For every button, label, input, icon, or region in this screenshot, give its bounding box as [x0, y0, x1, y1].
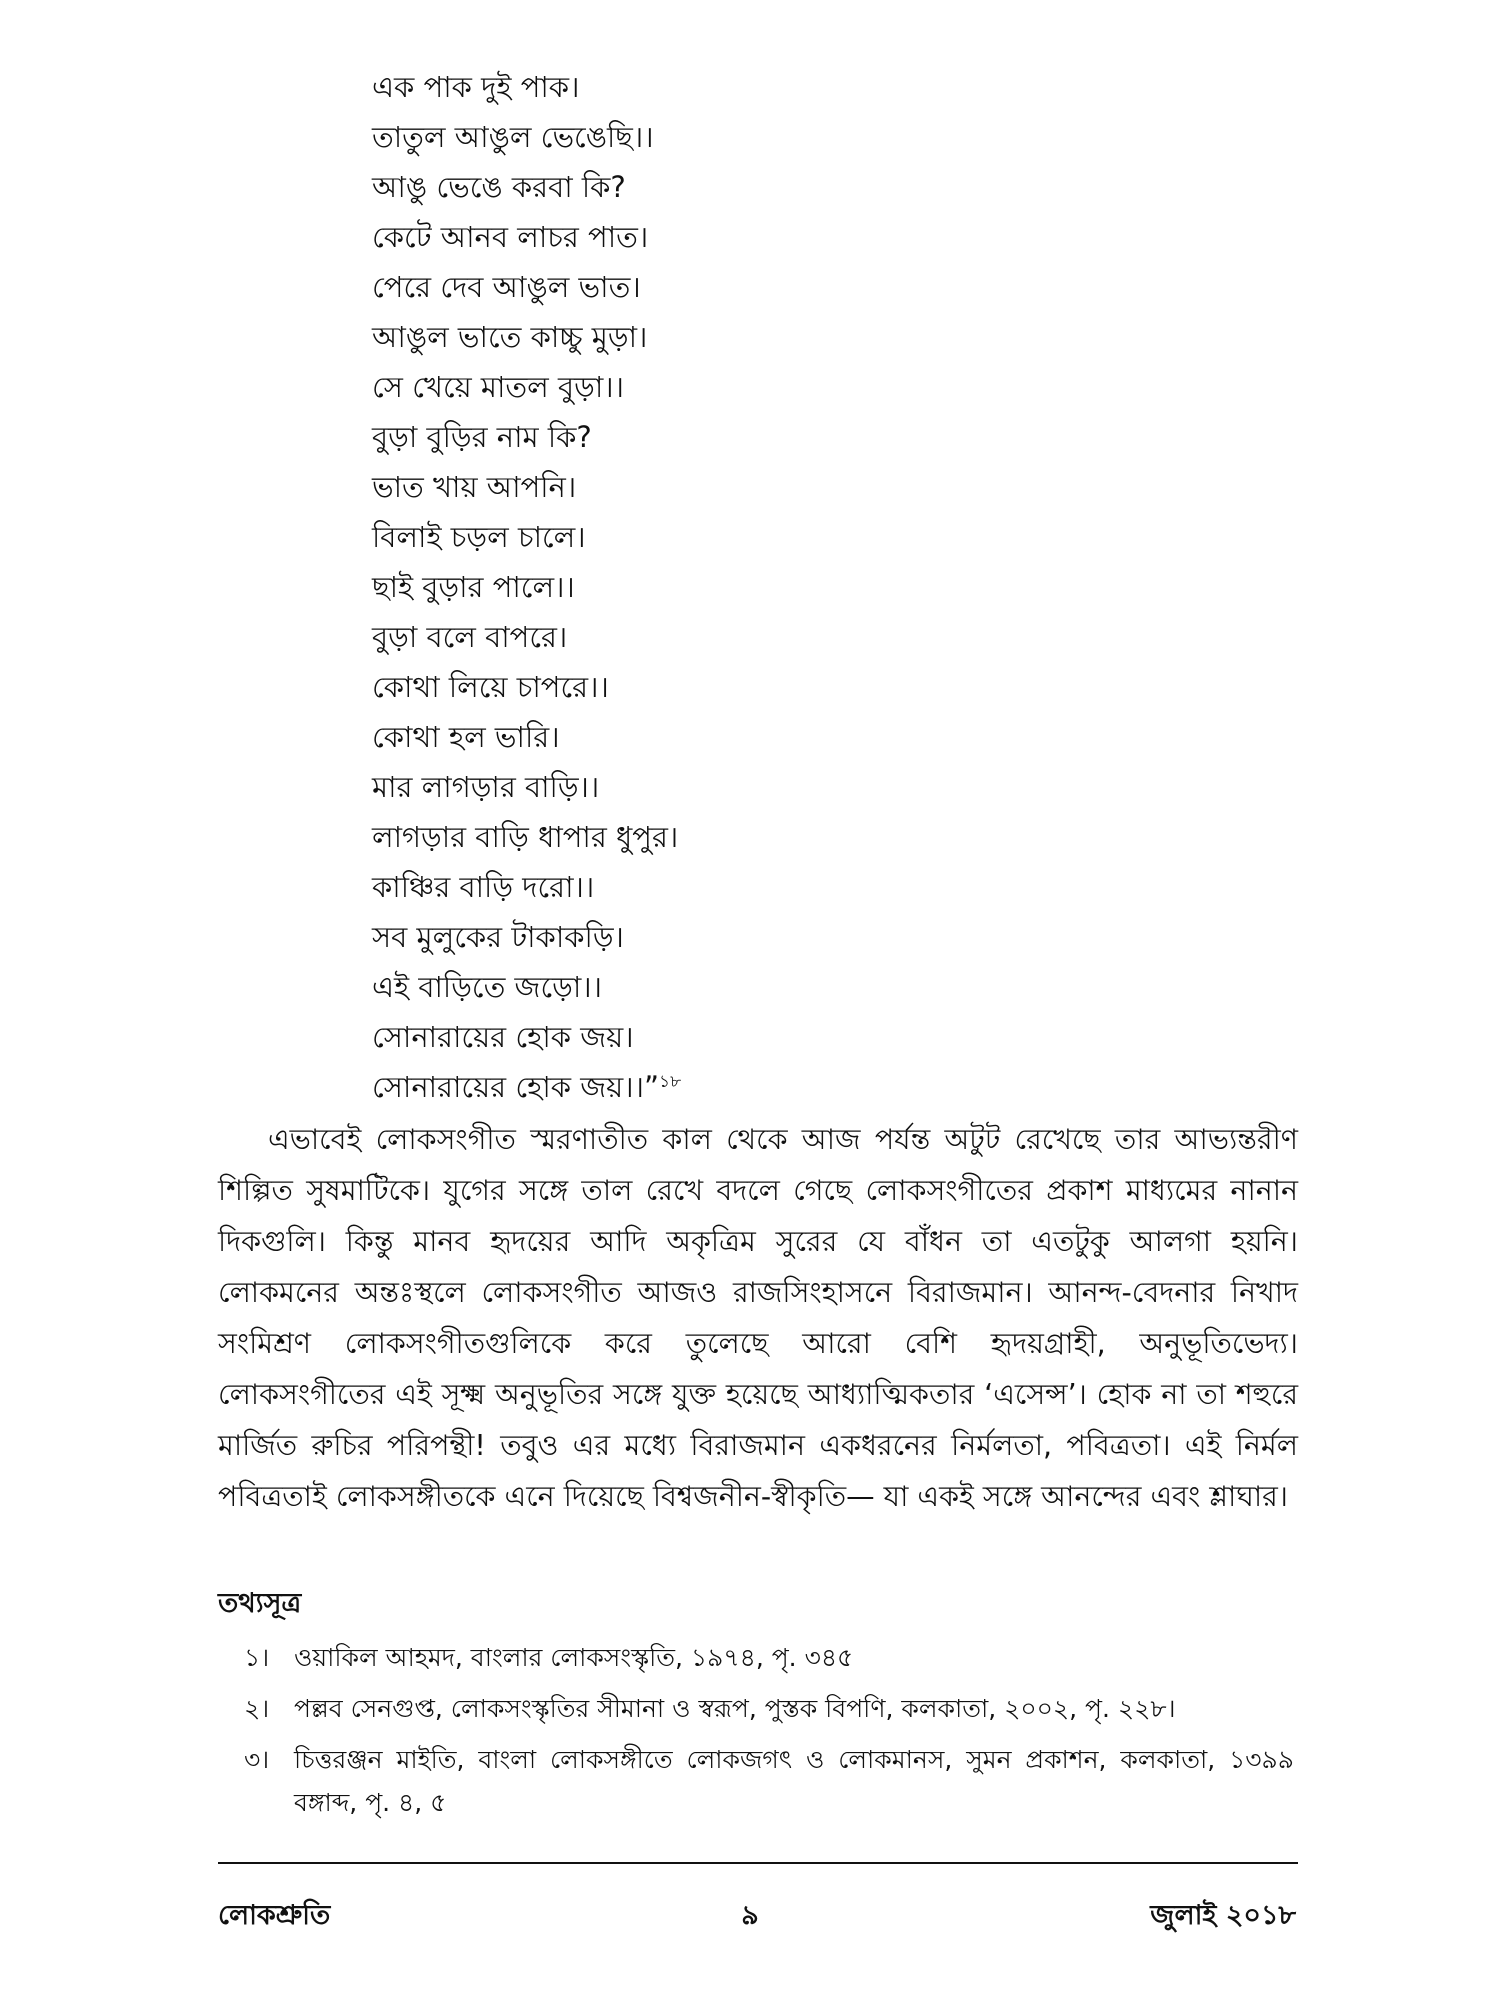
- poem-line: বুড়া বলে বাপরে।: [372, 620, 568, 654]
- poem-line: এই বাড়িতে জড়ো।।: [372, 970, 602, 1004]
- reference-number: ১।: [244, 1643, 270, 1672]
- poem-line: তাতুল আঙুল ভেঙেছি।।: [372, 120, 654, 154]
- poem-last-line: [372, 1062, 1272, 1112]
- poem-line: কোথা লিয়ে চাপরে।।: [372, 670, 609, 704]
- reference-text: পল্লব সেনগুপ্ত, লোকসংস্কৃতির সীমানা ও স্বরূপ, পুস্তক বিপণি, কলকাতা, ২০০২, পৃ. ২২৮।: [294, 1694, 1176, 1723]
- poem-line: বিলাই চড়ল চালে।: [372, 520, 586, 554]
- reference-item: [244, 1636, 1294, 1679]
- poem-line-text: সোনারায়ের হোক জয়।।”: [372, 1070, 660, 1104]
- poem-line: মার লাগড়ার বাড়ি।।: [372, 770, 600, 804]
- poem-block: [372, 62, 1272, 1112]
- footnote-marker: ১৮: [659, 1072, 682, 1092]
- journal-name: লোকশ্রুতি: [218, 1900, 331, 1931]
- references-heading: তথ্যসূত্র: [218, 1588, 302, 1619]
- poem-line: আঙু ভেঙে করবা কি?: [372, 170, 626, 204]
- reference-item: [244, 1738, 1294, 1824]
- poem-line: ছাই বুড়ার পালে।।: [372, 570, 575, 604]
- reference-number: ২।: [244, 1694, 270, 1723]
- reference-number: ৩।: [244, 1745, 270, 1774]
- poem-line: এক পাক দুই পাক।: [372, 70, 580, 104]
- poem-line: লাগড়ার বাড়ি ধাপার ধুপুর।: [372, 820, 679, 854]
- poem-line: বুড়া বুড়ির নাম কি?: [372, 420, 592, 454]
- poem-line: সব মুলুকের টাকাকড়ি।: [372, 920, 624, 954]
- body-paragraph: এভাবেই লোকসংগীত স্মরণাতীত কাল থেকে আজ পর্যন্ত অটুট রেখেছে তার আভ্যন্তরীণ শিল্পিত সুষমাটিকে। যুগের সঙ্গে তাল রেখে বদলে গেছে লোকসংগীতের প্রকাশ মাধ্যমের নানান দিকগুলি। কিন্তু মানব হৃদয়ের আদি অকৃত্রিম সুরের যে বাঁধন তা এতটুকু আলগা হয়নি। লোকমনের অন্তঃস্থলে লোকসংগীত আজও রাজসিংহাসনে বিরাজমান। আনন্দ-বেদনার নিখাদ সংমিশ্রণ লোকসংগীতগুলিকে করে তুলেছে আরো বেশি হৃদয়গ্রাহী, অনুভূতিভেদ্য। লোকসংগীতের এই সূক্ষ্ম অনুভূতির সঙ্গে যুক্ত হয়েছে আধ্যাত্মিকতার ‘এসেন্স’। হোক না তা শহুরে মার্জিত রুচির পরিপন্থী! তবুও এর মধ্যে বিরাজমান একধরনের নির্মলতা, পবিত্রতা। এই নির্মল পবিত্রতাই লোকসঙ্গীতকে এনে দিয়েছে বিশ্বজনীন-স্বীকৃতি— যা একই সঙ্গে আনন্দের এবং শ্লাঘার।: [218, 1122, 1298, 1513]
- poem-line: কেটে আনব লাচর পাত।: [372, 220, 649, 254]
- poem-line: সে খেয়ে মাতল বুড়া।।: [372, 370, 624, 404]
- reference-text: চিত্তরঞ্জন মাইতি, বাংলা লোকসঙ্গীতে লোকজগৎ ও লোকমানস, সুমন প্রকাশন, কলকাতা, ১৩৯৯ বঙ্গাব্দ, পৃ. ৪, ৫: [294, 1745, 1294, 1817]
- reference-text: ওয়াকিল আহমদ, বাংলার লোকসংস্কৃতি, ১৯৭৪, পৃ. ৩৪৫: [294, 1643, 854, 1672]
- reference-item: [244, 1687, 1294, 1730]
- page-number: ৯: [741, 1900, 759, 1931]
- poem-line: কোথা হল ভারি।: [372, 720, 560, 754]
- poem-line: আঙুল ভাতে কাচ্চু মুড়া।: [372, 320, 648, 354]
- poem-line: পেরে দেব আঙুল ভাত।: [372, 270, 641, 304]
- poem-line: ভাত খায় আপনি।: [372, 470, 577, 504]
- footer-divider: [218, 1862, 1298, 1864]
- poem-line: সোনারায়ের হোক জয়।: [372, 1020, 634, 1054]
- references-list: [244, 1636, 1294, 1832]
- poem-line: কাঞ্চির বাড়ি দরো।।: [372, 870, 595, 904]
- issue-date: জুলাই ২০১৮: [1150, 1900, 1296, 1931]
